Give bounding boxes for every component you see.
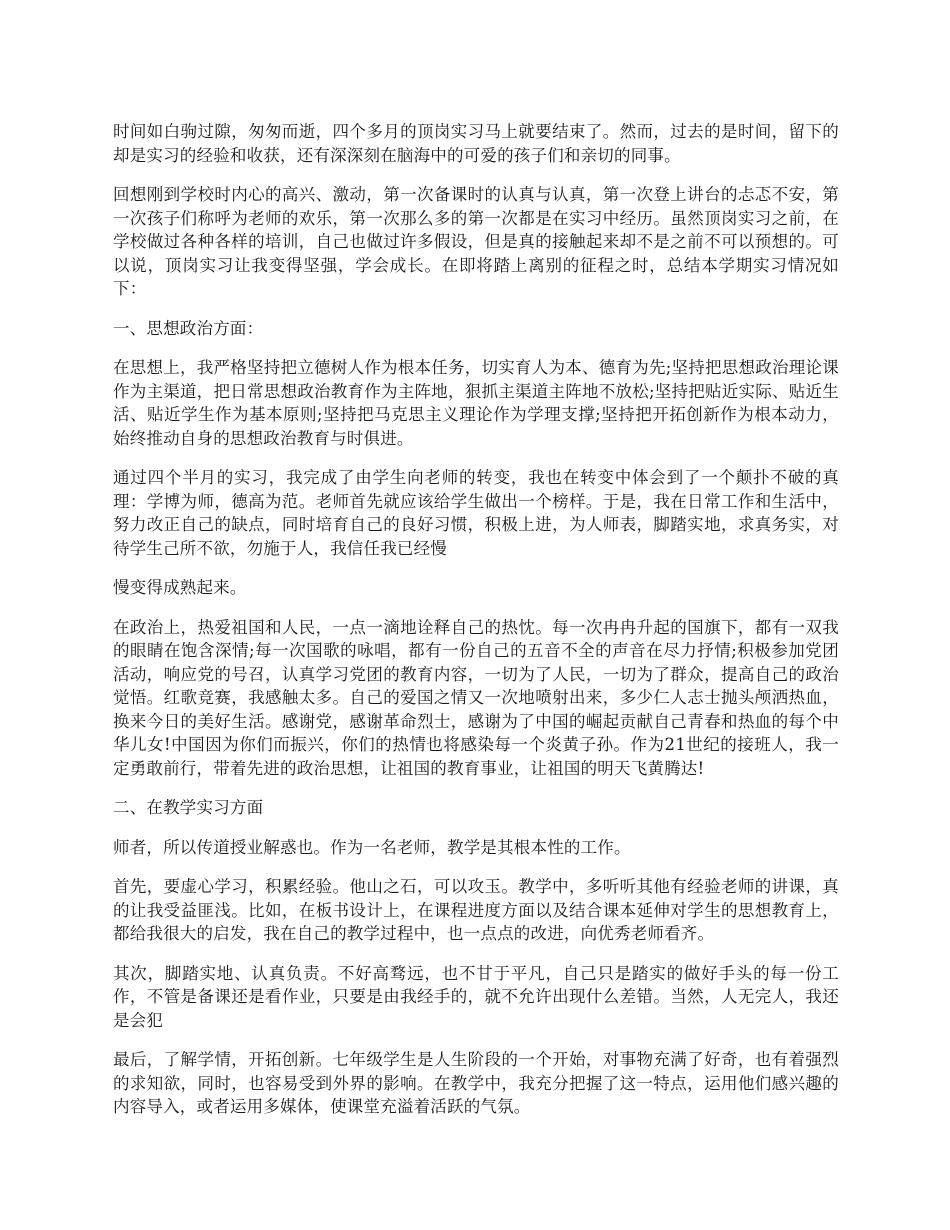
paragraph-teacher-role: 师者，所以传道授业解惑也。作为一名老师，教学是其根本性的工作。 xyxy=(113,837,631,857)
paragraph-politics: 在政治上，热爱祖国和人民，一点一滴地诠释自己的热忱。每一次冉冉升起的国旗下，都有一双我的眼睛在饱含深情;每一次国歌的咏唱，都有一份自己的五音不全的声音在尽力抒情;积极参加党团活动，响应党的号召，认真学习党团的教育内容，一切为了人民，一切为了群众，提高自己的政治觉悟。红歌竞赛，我感触太多。自己的爱国之情又一次地喷射出来，多少仁人志士抛头颅洒热血，换来今日的美好生活。感谢党，感谢革命烈士，感谢为了中国的崛起贡献自己青春和热血的每个中华儿女!中国因为你们而振兴，你们的热情也将感染每一个炎黄子孙。作为21世纪的接班人，我一定勇敢前行，带着先进的政治思想，让祖国的教育事业，让祖国的明天飞黄腾达! xyxy=(113,617,839,778)
section-heading-teaching: 二、在教学实习方面 xyxy=(113,798,264,817)
paragraph-first-point: 首先，要虚心学习，积累经验。他山之石，可以攻玉。教学中，多听听其他有经验老师的讲课，真的让我受益匪浅。比如，在板书设计上，在课程进度方面以及结合课本延伸对学生的思想教育上，都给我很大的启发，我在自己的教学过程中，也一点点的改进，向优秀老师看齐。 xyxy=(113,877,839,943)
paragraph-last-point: 最后，了解学情，开拓创新。七年级学生是人生阶段的一个开始，对事物充满了好奇，也有着强烈的求知欲，同时，也容易受到外界的影响。在教学中，我充分把握了这一特点，运用他们感兴趣的内容导入，或者运用多媒体，使课堂充溢着活跃的气氛。 xyxy=(113,1050,839,1116)
paragraph-transformation-continued: 慢变得成熟起来。 xyxy=(113,578,247,597)
paragraph-transformation: 通过四个半月的实习，我完成了由学生向老师的转变，我也在转变中体会到了一个颠扑不破的真理：学博为师，德高为范。老师首先就应该给学生做出一个榜样。于是，我在日常工作和生活中，努力改正自己的缺点，同时培育自己的良好习惯，积极上进，为人师表，脚踏实地，求真务实，对待学生己所不欲，勿施于人，我信任我已经慢 xyxy=(113,468,839,558)
paragraph-recollection: 回想刚到学校时内心的高兴、激动，第一次备课时的认真与认真，第一次登上讲台的忐忑不安，第一次孩子们称呼为老师的欢乐，第一次那么多的第一次都是在实习中经历。虽然顶岗实习之前，在学校做过各种各样的培训，自己也做过许多假设，但是真的接触起来却不是之前不可以预想的。可以说，顶岗实习让我变得坚强，学会成长。在即将踏上离别的征程之时，总结本学期实习情况如下： xyxy=(113,185,839,298)
paragraph-second-point: 其次，脚踏实地、认真负责。不好高骛远，也不甘于平凡，自己只是踏实的做好手头的每一份工作，不管是备课还是看作业，只要是由我经手的，就不允许出现什么差错。当然，人无完人，我还是会犯 xyxy=(113,963,839,1030)
paragraph-intro: 时间如白驹过隙，匆匆而逝，四个多月的顶岗实习马上就要结束了。然而，过去的是时间，留下的却是实习的经验和收获，还有深深刻在脑海中的可爱的孩子们和亲切的同事。 xyxy=(113,122,839,165)
section-heading-ideology: 一、思想政治方面： xyxy=(113,318,264,338)
paragraph-ideology: 在思想上，我严格坚持把立德树人作为根本任务，切实育人为本、德育为先;坚持把思想政治理论课作为主渠道，把日常思想政治教育作为主阵地，狠抓主渠道主阵地不放松;坚持把贴近实际、贴近生活、贴近学生作为基本原则;坚持把马克思主义理论作为学理支撑;坚持把开拓创新作为根本动力，始终推动自身的思想政治教育与时俱进。 xyxy=(113,358,839,448)
document-body xyxy=(113,120,839,1135)
